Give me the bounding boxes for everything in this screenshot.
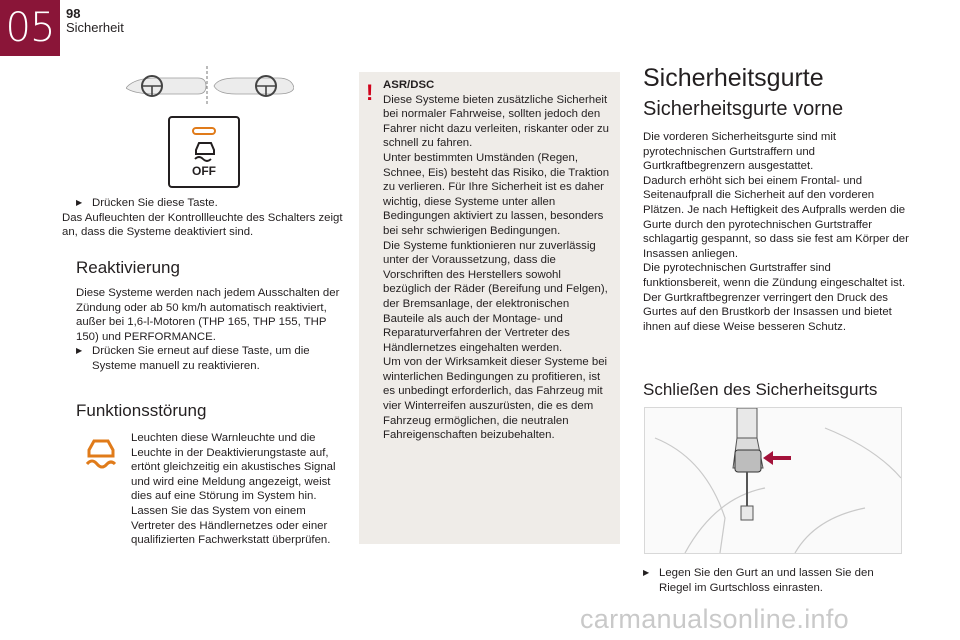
reactivation-text: Diese Systeme werden nach jedem Ausschalten der Zündung oder ab 50 km/h automatisch reaktiviert, außer bei 1,6-l-Motoren (THP 165, THP 155, THP 150) und PERFORMANCE. — [76, 287, 340, 343]
reactivation-section — [76, 286, 348, 374]
red-arrow-icon — [763, 451, 773, 465]
watermark: carmanualsonline.info — [580, 604, 849, 634]
fasten-bullet: Legen Sie den Gurt an und lassen Sie den Riegel im Gurtschloss einrasten. — [659, 567, 874, 594]
front-belts-text: Die vorderen Sicherheitsgurte sind mit pyrotechnischen Gurtstraffern und Gurtkraftbegrenzern ausgestattet. Dadurch erhöht sich bei einem Frontal- und Seitenaufprall die Sicherheit auf den vorderen Plätzen. Je nach Heftigkeit des Aufpralls werden die Gurte durch den pyrotechnischen Gurtstraffer schlagartig gespannt, so dass sie fest am Körper der Insassen anliegen. Die pyrotechnischen Gurtstraffer sind funktionsbereit, wenn die Zündung eingeschaltet ist. Der Gurtkraftbegrenzer verringert den Druck des Gurtes auf den Brustkorb der Insassen und bietet ihnen auf diese Weise besseren Schutz. — [643, 131, 909, 333]
chapter-tab: 05 — [0, 0, 60, 56]
seatbelt-buckle-illustration — [644, 407, 902, 554]
fasten-heading: Schließen des Sicherheitsgurts — [643, 380, 878, 399]
malfunction-text: Leuchten diese Warnleuchte und die Leuchte in der Deaktivierungstaste auf, ertönt gleichzeitig ein akustisches Signal und wird eine Meldung angezeigt, weist dies auf eine Störung im System hin. Lassen Sie das System von einem Vertreter des Händlernetzes oder einer qualifizierten Fachwerkstatt überprüfen. — [131, 432, 336, 547]
front-belts-heading: Sicherheitsgurte vorne — [643, 98, 844, 120]
press-note: Das Aufleuchten der Kontrollleuchte des Schalters zeigt an, dass die Systeme deaktiviert sind. — [62, 211, 343, 239]
section-title: Sicherheit — [66, 20, 124, 35]
malfunction-heading: Funktionsstörung — [76, 401, 207, 420]
warning-title: ASR/DSC — [383, 79, 435, 91]
reactivation-heading: Reaktivierung — [76, 258, 180, 277]
steering-illustration — [126, 66, 294, 106]
page-number: 98 — [66, 6, 81, 21]
warning-content — [383, 78, 611, 443]
press-button-text: Drücken Sie diese Taste. — [92, 197, 218, 209]
press-instruction — [62, 196, 346, 240]
indicator-light — [192, 127, 216, 135]
skidding-car-icon — [192, 138, 218, 162]
bullet-arrow-icon: ▶ — [76, 346, 83, 356]
warning-exclamation-icon: ! — [366, 80, 374, 105]
page-title: Sicherheitsgurte — [643, 64, 824, 92]
reactivation-bullet: Drücken Sie erneut auf diese Taste, um die Systeme manuell zu reaktivieren. — [92, 345, 310, 372]
bullet-arrow-icon: ▶ — [643, 568, 650, 577]
warning-text: Diese Systeme bieten zusätzliche Sicherheit bei normaler Fahrweise, sollten jedoch den Fahrer nicht dazu verleiten, riskanter oder zu schnell zu fahren. Unter bestimmten Umständen (Regen, Schnee, Eis) besteht das Risiko, die Traktion zu verlieren. Für Ihre Sicherheit ist es daher wichtig, diese Systeme unter allen Bedingungen aktiviert zu lassen, besonders bei sehr schwierigen Bedingungen. Die Systeme funktionieren nur zuverlässig unter der Voraussetzung, dass die Vorschriften des Herstellers sowohl bezüglich der Räder (Bereifung und Felgen), der Bremsanlage, der elektronischen Bauteile als auch der Montage- und Reparaturverfahren der Vertreter des Händlernetzes eingehalten werden. Um von der Wirksamkeit dieser Systeme bei winterlichen Bedingungen zu profitieren, ist es unbedingt erforderlich, das Fahrzeug mit vier Winterreifen auszurüsten, die es dem Fahrzeug ermöglichen, die neutralen Fahreigenschaften beizubehalten. — [383, 93, 610, 442]
esp-off-button — [168, 116, 240, 188]
fasten-instruction — [643, 566, 905, 595]
off-label: OFF — [192, 164, 216, 178]
bullet-arrow-icon: ▶ — [76, 198, 83, 207]
esp-warning-light-icon — [84, 436, 118, 470]
